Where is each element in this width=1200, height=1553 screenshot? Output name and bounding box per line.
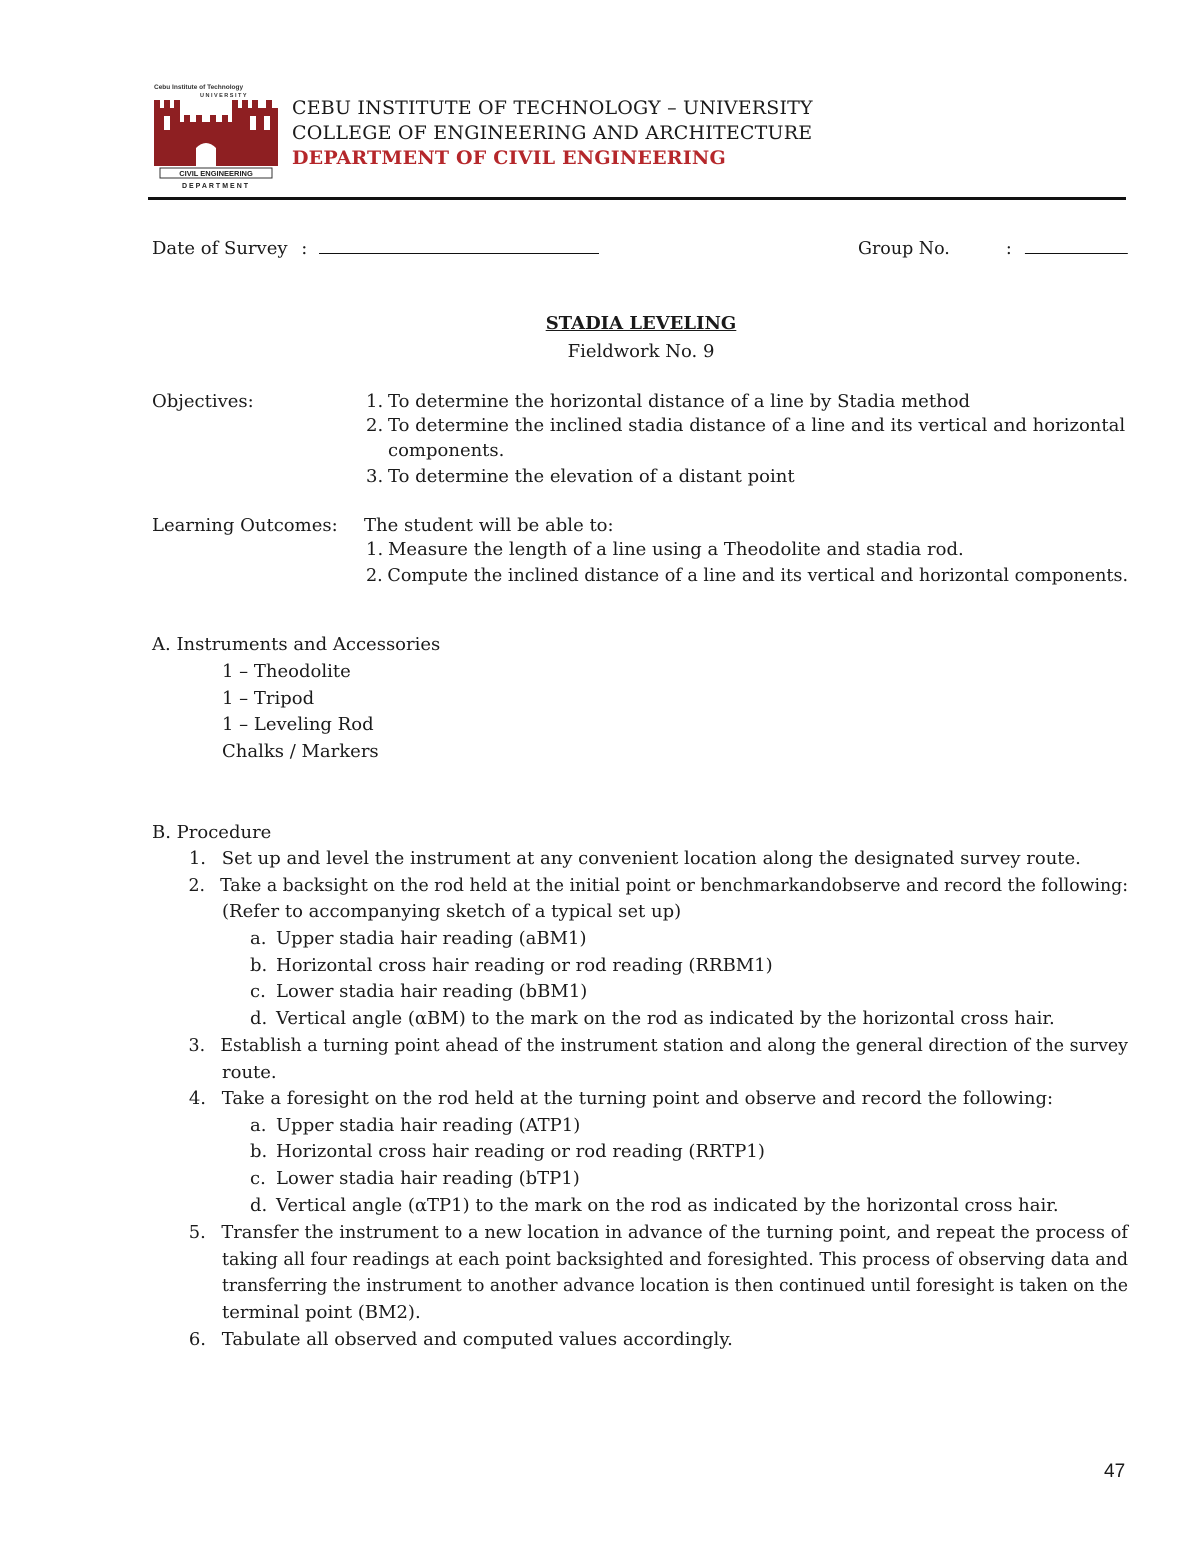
procedure-step xyxy=(180,1222,1128,1243)
university-logo xyxy=(152,82,282,192)
sub-step-letter: b. xyxy=(250,955,268,976)
sub-step xyxy=(250,1141,765,1162)
step-text: Take a backsight on the rod held at the initial point or benchmarkandobserve and record the following: xyxy=(220,875,1129,896)
step-text-continued: route. xyxy=(222,1062,277,1083)
instruments-heading: A. Instruments and Accessories xyxy=(152,634,441,655)
outcome-text: Compute the inclined distance of a line and its vertical and horizontal components. xyxy=(387,565,1129,586)
objectives-label: Objectives: xyxy=(152,391,254,412)
sub-step-letter: a. xyxy=(250,928,267,949)
group-no-row xyxy=(858,238,1128,259)
date-colon: : xyxy=(301,238,308,259)
procedure-step xyxy=(180,875,1128,896)
sub-step-text: Upper stadia hair reading (aBM1) xyxy=(276,928,587,949)
procedure-heading: B. Procedure xyxy=(152,822,272,843)
objective-item xyxy=(366,391,970,412)
step-text: Set up and level the instrument at any convenient location along the designated survey route. xyxy=(221,848,1081,869)
sub-step-text: Vertical angle (αBM) to the mark on the rod as indicated by the horizontal cross hair. xyxy=(276,1008,1055,1029)
objective-text: To determine the inclined stadia distance of a line and its vertical and horizontal xyxy=(388,415,1126,436)
step-text: Establish a turning point ahead of the instrument station and along the general direction of the survey xyxy=(220,1035,1129,1056)
instrument-item: 1 – Tripod xyxy=(222,688,315,709)
objective-item xyxy=(366,415,1125,436)
outcome-number: 2. xyxy=(366,565,383,586)
sub-step xyxy=(250,1195,1059,1216)
sub-step-text: Lower stadia hair reading (bBM1) xyxy=(276,981,588,1002)
sub-step xyxy=(250,1168,580,1189)
sub-step xyxy=(250,928,587,949)
logo-bottom-text: CIVIL ENGINEERING xyxy=(179,169,253,178)
date-label: Date of Survey xyxy=(152,238,288,259)
step-text-continued: transferring the instrument to another advance location is then continued until foresight is taken on the xyxy=(222,1275,1128,1296)
objective-number: 1. xyxy=(366,391,384,412)
logo-bottom-sub: DEPARTMENT xyxy=(181,183,251,190)
instrument-item: 1 – Theodolite xyxy=(222,661,351,682)
procedure-step xyxy=(180,1035,1128,1056)
date-field[interactable] xyxy=(319,239,599,254)
objective-text-continued: components. xyxy=(388,440,505,461)
objective-number: 3. xyxy=(366,466,384,487)
learning-outcomes-intro: The student will be able to: xyxy=(364,515,614,536)
logo-top-text: Cebu Institute of Technology xyxy=(154,84,244,91)
procedure-step xyxy=(180,1329,733,1350)
objective-text: To determine the horizontal distance of a line by Stadia method xyxy=(388,391,971,412)
group-field[interactable] xyxy=(1025,239,1128,254)
instrument-item: 1 – Leveling Rod xyxy=(222,714,374,735)
group-colon: : xyxy=(1005,238,1012,259)
step-number: 5. xyxy=(188,1222,206,1243)
department-name: DEPARTMENT OF CIVIL ENGINEERING xyxy=(292,147,726,169)
page-title: STADIA LEVELING xyxy=(545,313,737,334)
objective-item xyxy=(366,466,795,487)
step-number: 1. xyxy=(188,848,206,869)
step-number: 3. xyxy=(188,1035,206,1056)
learning-outcomes-label: Learning Outcomes: xyxy=(152,515,338,536)
objective-number: 2. xyxy=(366,415,384,436)
institution-name: CEBU INSTITUTE OF TECHNOLOGY – UNIVERSITY xyxy=(292,97,813,119)
sub-step-letter: b. xyxy=(250,1141,268,1162)
step-text-continued: terminal point (BM2). xyxy=(222,1302,421,1323)
sub-step-letter: a. xyxy=(250,1115,267,1136)
page-number: 47 xyxy=(1104,1461,1126,1482)
step-text: Take a foresight on the rod held at the turning point and observe and record the following: xyxy=(221,1088,1054,1109)
sub-step xyxy=(250,1008,1055,1029)
step-number: 4. xyxy=(188,1088,206,1109)
sub-step-text: Horizontal cross hair reading or rod reading (RRBM1) xyxy=(276,955,773,976)
procedure-step xyxy=(180,848,1081,869)
header-divider xyxy=(148,197,1126,200)
sub-step-letter: c. xyxy=(250,1168,266,1189)
sub-step xyxy=(250,981,587,1002)
sub-step-text: Vertical angle (αTP1) to the mark on the rod as indicated by the horizontal cross hair. xyxy=(276,1195,1059,1216)
sub-step xyxy=(250,1115,580,1136)
sub-step xyxy=(250,955,773,976)
sub-step-text: Horizontal cross hair reading or rod reading (RRTP1) xyxy=(276,1141,765,1162)
group-label: Group No. xyxy=(858,238,950,259)
sub-step-text: Upper stadia hair reading (ATP1) xyxy=(276,1115,581,1136)
outcome-item xyxy=(366,539,964,560)
fieldwork-number: Fieldwork No. 9 xyxy=(567,341,715,362)
outcome-item xyxy=(366,565,1128,586)
outcome-number: 1. xyxy=(366,539,384,560)
outcome-text: Measure the length of a line using a Theodolite and stadia rod. xyxy=(388,539,964,560)
step-text: Tabulate all observed and computed values accordingly. xyxy=(221,1329,733,1350)
sub-step-text: Lower stadia hair reading (bTP1) xyxy=(276,1168,580,1189)
step-text-continued: (Refer to accompanying sketch of a typical set up) xyxy=(222,901,682,922)
objective-text: To determine the elevation of a distant point xyxy=(388,466,795,487)
logo-sub-text: UNIVERSITY xyxy=(200,93,249,99)
step-text-continued: taking all four readings at each point backsighted and foresighted. This process of observing data and xyxy=(222,1249,1128,1270)
date-of-survey-row xyxy=(152,238,599,259)
college-name: COLLEGE OF ENGINEERING AND ARCHITECTURE xyxy=(292,122,813,144)
step-number: 6. xyxy=(188,1329,206,1350)
sub-step-letter: c. xyxy=(250,981,266,1002)
step-text: Transfer the instrument to a new location in advance of the turning point, and repeat the process of xyxy=(221,1222,1128,1243)
procedure-step xyxy=(180,1088,1053,1109)
step-number: 2. xyxy=(188,875,205,896)
sub-step-letter: d. xyxy=(250,1195,268,1216)
instrument-item: Chalks / Markers xyxy=(222,741,379,762)
sub-step-letter: d. xyxy=(250,1008,268,1029)
